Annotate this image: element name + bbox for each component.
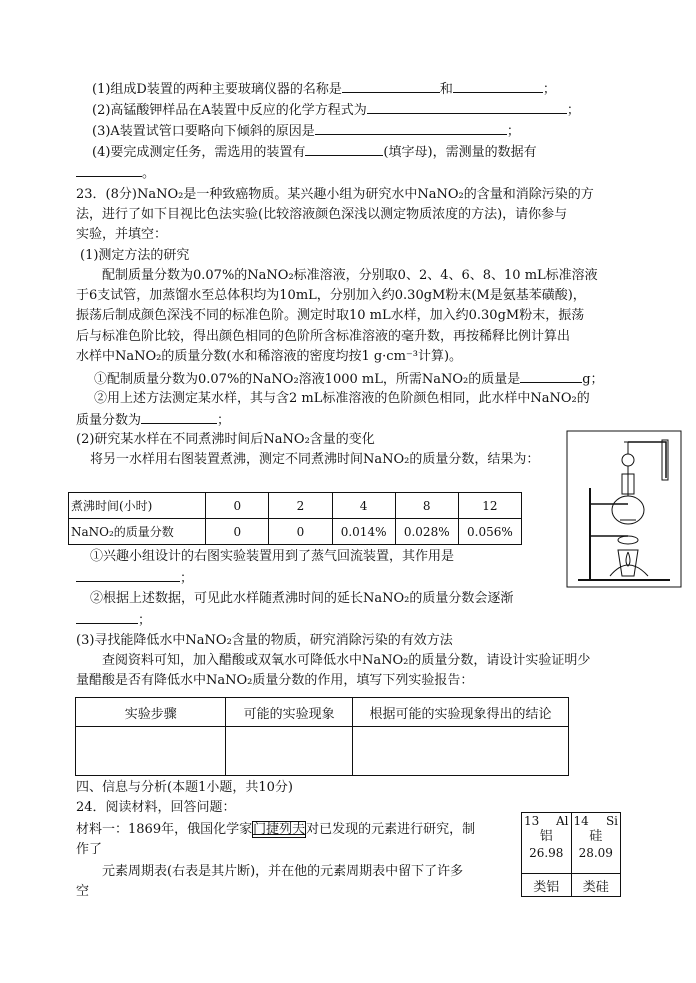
para: 作了: [76, 842, 103, 857]
table-row: NaNO₂的质量分数 0 0 0.014% 0.028% 0.056%: [69, 519, 522, 545]
answer-blank[interactable]: [76, 611, 138, 624]
table-row: 煮沸时间(小时) 0 2 4 8 12: [69, 493, 522, 519]
para: 空: [76, 884, 90, 899]
q2-2: ②根据上述数据，可见此水样随煮沸时间的延长NaNO₂的质量分数会逐渐: [90, 591, 514, 606]
para: 将另一水样用右图装置煮沸，测定不同煮沸时间NaNO₂的质量分数，结果为：: [90, 452, 540, 467]
section-heading: 四、信息与分析(本题1小题，共10分): [76, 780, 293, 795]
element-cell-si: 14 Si 硅 28.09: [571, 813, 621, 874]
answer-blank[interactable]: [76, 569, 180, 582]
answer-blank[interactable]: [141, 411, 217, 424]
reflux-apparatus-diagram: [566, 430, 682, 588]
part1-heading: (1)测定方法的研究: [80, 248, 190, 263]
q2-line: (2)高锰酸钾样品在A装置中反应的化学方程式为 ；: [92, 103, 580, 118]
q3-line: (3)A装置试管口要略向下倾斜的原因是 ；: [92, 124, 520, 139]
periodic-table-fragment: [521, 812, 621, 897]
experiment-report-table: [75, 697, 569, 776]
q24-stem: 24．阅读材料，回答问题：: [76, 800, 236, 815]
para: 配制质量分数为0.07%的NaNO₂标准溶液，分别取0、2、4、6、8、10 mL标准溶液: [102, 268, 598, 283]
report-cell[interactable]: [76, 727, 226, 776]
boil-time-table: [68, 492, 522, 545]
answer-blank[interactable]: [342, 80, 440, 93]
table-row: 类铝 类硅: [522, 874, 621, 897]
q23-stem-2: 法，进行了如下目视比色法实验(比较溶液颜色深浅以测定物质浓度的方法)，请你参与: [76, 207, 568, 222]
q1-line: (1)组成D装置的两种主要玻璃仪器的名称是 和 ；: [92, 82, 556, 97]
para: 水样中NaNO₂的质量分数(水和稀溶液的密度均按1 g·cm⁻³计算)。: [76, 349, 463, 364]
q1-sub: ①配制质量分数为0.07%的NaNO₂溶液1000 mL，所需NaNO₂的质量是 g；: [94, 372, 604, 387]
q2-1: ①兴趣小组设计的右图实验装置用到了蒸气回流装置，其作用是: [90, 549, 455, 564]
element-cell-al: 13 Al 铝 26.98: [522, 813, 572, 874]
q23-stem-3: 实验，并填空：: [76, 227, 168, 242]
q2-1-cont: ；: [76, 569, 193, 587]
q2-2-cont: ；: [76, 611, 151, 629]
q2-sub-cont: 质量分数为 ；: [76, 413, 231, 428]
q2-sub: ②用上述方法测定某水样，其与含2 mL标准溶液的色阶颜色相同，此水样中NaNO₂的: [94, 391, 590, 406]
q4-cont: 。: [76, 164, 155, 182]
mendeleev-name: 门捷列夫: [253, 822, 306, 837]
q1-text: (1)组成D装置的两种主要玻璃仪器的名称是: [92, 82, 342, 97]
answer-blank[interactable]: [76, 164, 142, 177]
answer-blank[interactable]: [305, 143, 383, 156]
report-cell[interactable]: [352, 727, 568, 776]
part3-heading: (3)寻找能降低水中NaNO₂含量的物质，研究消除污染的有效方法: [76, 633, 453, 648]
report-cell[interactable]: [226, 727, 353, 776]
q23-stem: 23．(8分)NaNO₂是一种致癌物质。某兴趣小组为研究水中NaNO₂的含量和消除污染的方: [76, 187, 594, 202]
para: 后与标准色阶比较，得出颜色相同的色阶所含标准溶液的毫升数，再按稀释比例计算出: [76, 329, 571, 344]
material-one: 材料一：1869年，俄国化学家门捷列夫对已发现的元素进行研究，制: [76, 822, 476, 837]
table-row: [522, 813, 621, 874]
para: 振荡后制成颜色深浅不同的标准色阶。测定时取10 mL水样，加入约0.30gM粉末，振荡: [76, 308, 585, 323]
table-row: 实验步骤 可能的实验现象 根据可能的实验现象得出的结论: [76, 698, 569, 727]
para: 查阅资料可知，加入醋酸或双氧水可降低水中NaNO₂的质量分数，请设计实验证明少: [102, 653, 591, 668]
answer-blank[interactable]: [367, 101, 567, 114]
answer-blank[interactable]: [453, 80, 543, 93]
para: 于6支试管，加蒸馏水至总体积均为10mL，分别加入约0.30gM粉末(M是氨基苯磺酸)，: [76, 288, 586, 303]
para: 量醋酸是否有降低水中NaNO₂质量分数的作用，填写下列实验报告：: [76, 673, 474, 688]
part2-heading: (2)研究某水样在不同煮沸时间后NaNO₂含量的变化: [76, 432, 375, 447]
q4-line: (4)要完成测定任务，需选用的装置有 (填字母)，需测量的数据有: [92, 145, 537, 160]
answer-blank[interactable]: [520, 370, 582, 383]
para: 元素周期表(右表是其片断)，并在他的元素周期表中留下了许多: [102, 864, 464, 879]
q1-and: 和: [439, 82, 453, 97]
answer-blank[interactable]: [315, 122, 507, 135]
table-row: [76, 727, 569, 776]
